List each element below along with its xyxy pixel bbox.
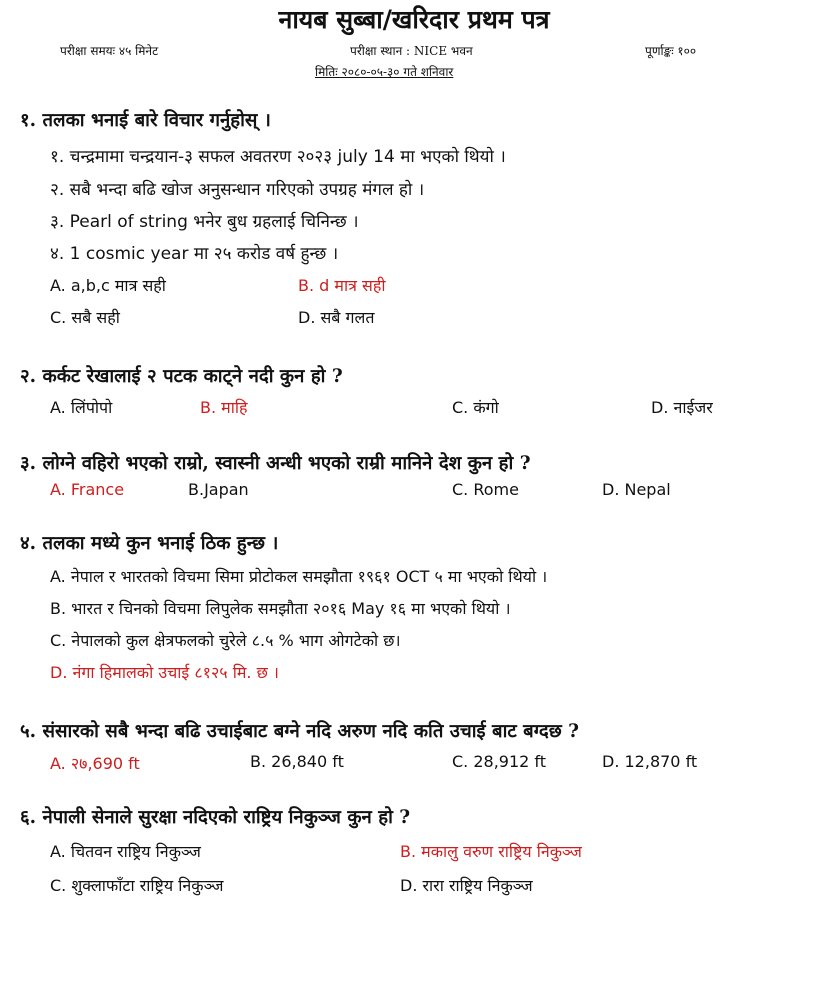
q2-option-a: A. लिंपोपो bbox=[50, 398, 113, 417]
q5-option-d: D. 12,870 ft bbox=[602, 752, 698, 771]
statement-2: २. सबै भन्दा बढि खोज अनुसन्धान गरिएको उपग्रह मंगल हो । bbox=[50, 180, 425, 200]
exam-date: मितिः २०८०-०५-३० गते शनिवार bbox=[315, 65, 454, 79]
q4-option-d: D. नंगा हिमालको उचाई ८१२५ मि. छ । bbox=[50, 663, 279, 682]
statement-3: ३. Pearl of string भनेर बुध ग्रहलाई चिनिन्छ । bbox=[50, 212, 359, 232]
exam-time: परीक्षा समयः ४५ मिनेट bbox=[60, 44, 159, 58]
statement-4: ४. 1 cosmic year मा २५ करोड वर्ष हुन्छ । bbox=[50, 244, 339, 264]
q6-option-d: D. रारा राष्ट्रिय निकुञ्ज bbox=[400, 876, 533, 895]
q3-option-d: D. Nepal bbox=[602, 480, 671, 499]
q1-option-d: D. सबै गलत bbox=[298, 308, 375, 327]
paper-title: नायब सुब्बा/खरिदार प्रथम पत्र bbox=[278, 5, 550, 34]
q6-option-b: B. मकालु वरुण राष्ट्रिय निकुञ्ज bbox=[400, 842, 582, 861]
q1-option-c: C. सबै सही bbox=[50, 308, 120, 327]
q6-option-a: A. चितवन राष्ट्रिय निकुञ्ज bbox=[50, 842, 201, 861]
q2-option-b: B. माहि bbox=[200, 398, 248, 417]
q6-option-c: C. शुक्लाफाँटा राष्ट्रिय निकुञ्ज bbox=[50, 876, 224, 895]
full-marks: पूर्णाङ्कः १०० bbox=[645, 44, 697, 58]
q5-option-c: C. 28,912 ft bbox=[452, 752, 547, 771]
q4-option-b: B. भारत र चिनको विचमा लिपुलेक समझौता २०१६ May १६ मा भएको थियो । bbox=[50, 599, 511, 618]
q5-option-a: A. २७,690 ft bbox=[50, 754, 140, 773]
q3-option-b: B.Japan bbox=[188, 480, 249, 499]
question-1: १. तलका भनाई बारे विचार गर्नुहोस् । bbox=[20, 110, 271, 131]
q5-option-b: B. 26,840 ft bbox=[250, 752, 344, 771]
q3-option-a: A. France bbox=[50, 480, 125, 499]
question-5: ५. संसारको सबै भन्दा बढि उचाईबाट बग्ने नदि अरुण नदि कति उचाई बाट बग्दछ ? bbox=[20, 721, 579, 742]
q2-option-d: D. नाईजर bbox=[651, 398, 713, 417]
question-2: २. कर्कट रेखालाई २ पटक काट्ने नदी कुन हो ? bbox=[20, 366, 343, 387]
question-6: ६. नेपाली सेनाले सुरक्षा नदिएको राष्ट्रिय निकुञ्ज कुन हो ? bbox=[20, 807, 411, 828]
question-3: ३. लोग्ने वहिरो भएको राम्रो, स्वास्नी अन्धी भएको राम्री मानिने देश कुन हो ? bbox=[20, 453, 531, 474]
q4-option-a: A. नेपाल र भारतको विचमा सिमा प्रोटोकल समझौता १९६१ OCT ५ मा भएको थियो । bbox=[50, 567, 548, 586]
q1-option-b: B. d मात्र सही bbox=[298, 276, 386, 295]
q3-option-c: C. Rome bbox=[452, 480, 519, 499]
q4-option-c: C. नेपालको कुल क्षेत्रफलको चुरेले ८.५ % भाग ओगटेको छ। bbox=[50, 631, 401, 650]
statement-1: १. चन्द्रमामा चन्द्रयान-३ सफल अवतरण २०२३ july 14 मा भएको थियो । bbox=[50, 147, 506, 167]
q2-option-c: C. कंगो bbox=[452, 398, 499, 417]
exam-place: परीक्षा स्थान : NICE भवन bbox=[350, 44, 473, 58]
question-4: ४. तलका मध्ये कुन भनाई ठिक हुन्छ । bbox=[20, 533, 279, 554]
q1-option-a: A. a,b,c मात्र सही bbox=[50, 276, 166, 295]
